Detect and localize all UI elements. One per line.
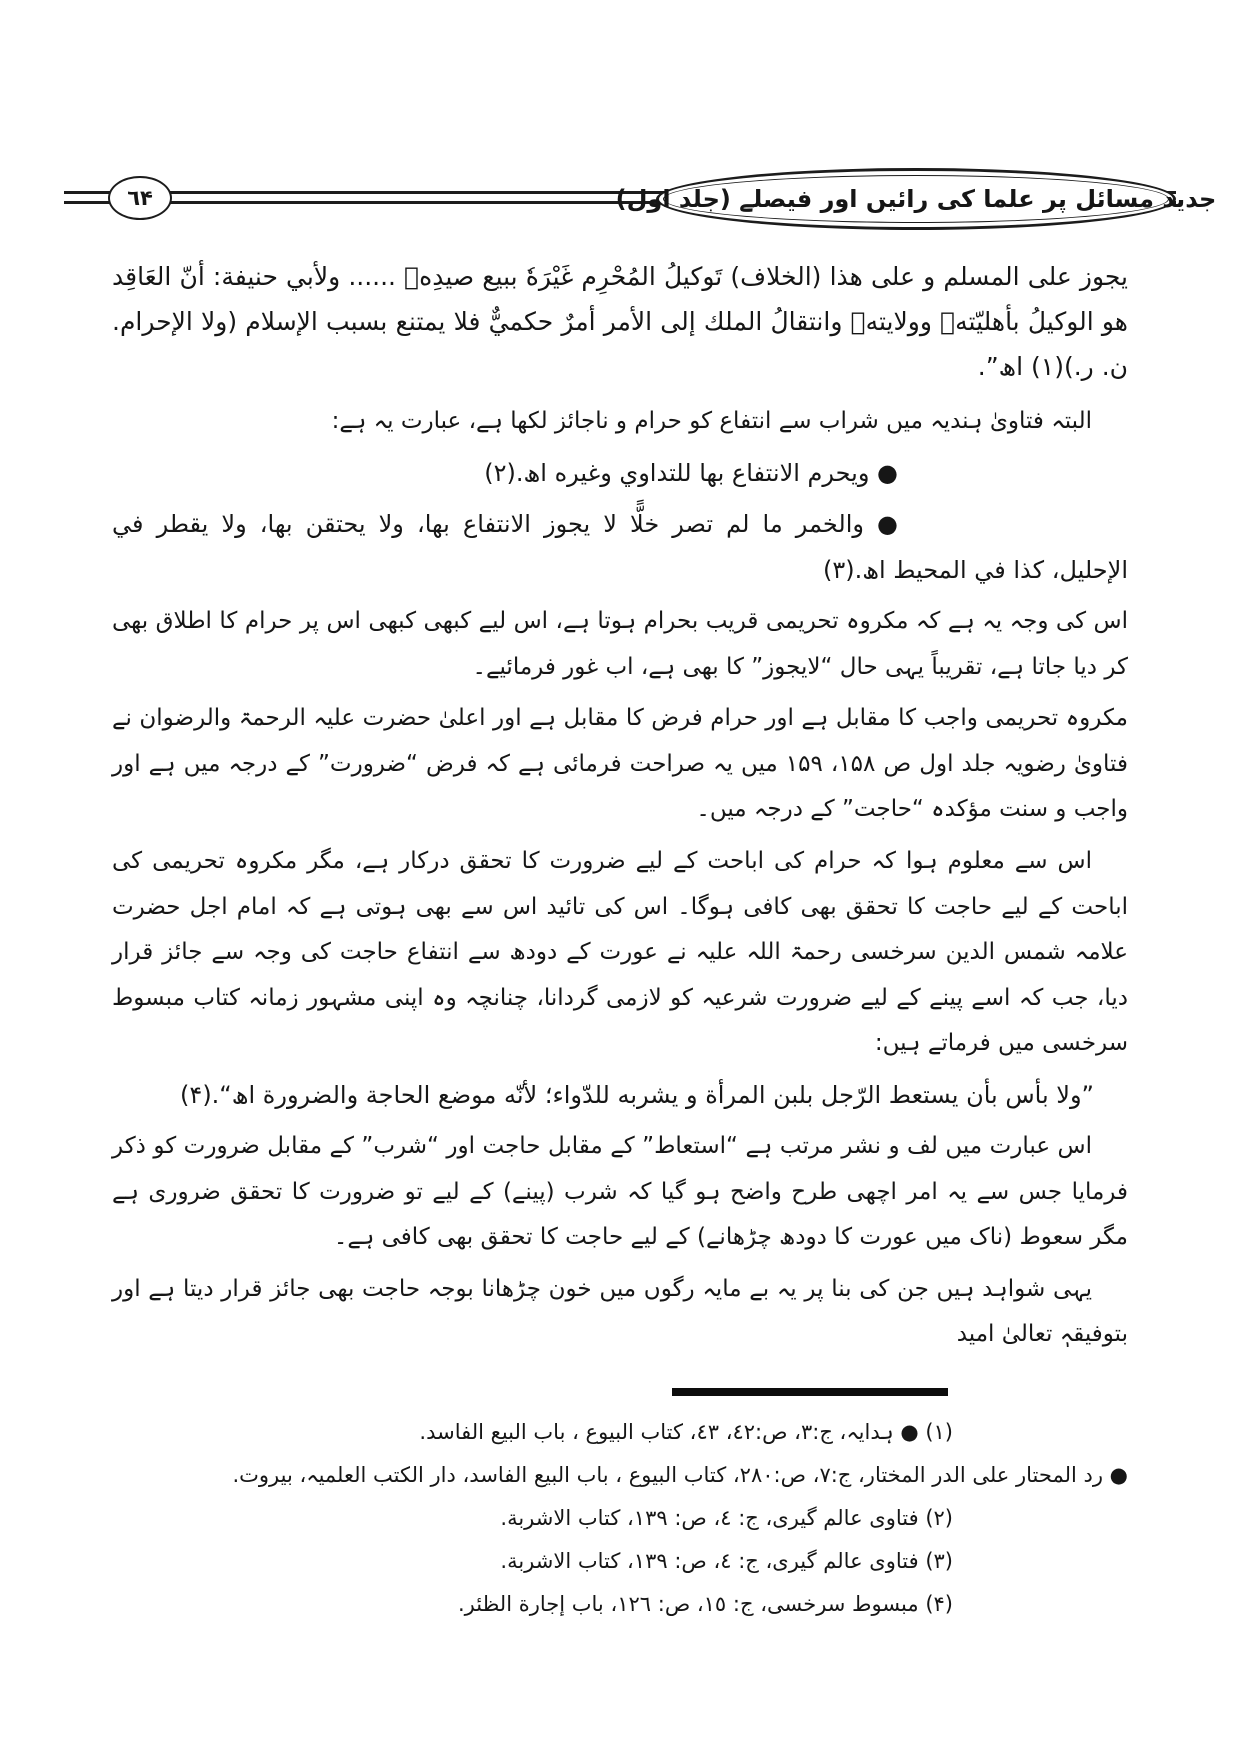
bullet-item-2: ● والخمر ما لم تصر خلًّا لا يجوز الانتفاع بها، ولا يحتقن بها، ولا يقطر في الإحليل، كذا في المحيط اھ.(٣) xyxy=(112,510,1128,584)
intro-line: البتہ فتاویٰ ہندیہ میں شراب سے انتفاع کو حرام و ناجائز لکھا ہے، عبارت یہ ہے: xyxy=(331,408,1092,434)
footnote-separator-bar xyxy=(672,1388,948,1396)
paragraph-makruh: اس کی وجہ یہ ہے کہ مکروہ تحریمی قریب بحرام ہوتا ہے، اس لیے کبھی کبھی اس پر حرام کا اطلاق بھی کر دیا جاتا ہے، تقریباً یہی حال “لایجوز” کا بھی ہے، اب غور فرمائیے۔ xyxy=(112,608,1128,680)
footnote-2: (٢) فتاوی عالم گیری، ج: ٤، ص: ١٣٩، کتاب الاشربة. xyxy=(500,1505,953,1530)
arabic-quote-mabsut: ”ولا بأس بأن يستعط الرّجل بلبن المرأة و يشربه للدّواء؛ لأنّه موضع الحاجة والضرورة اھ“.(۴) xyxy=(180,1080,1094,1109)
paragraph-haajat: اس سے معلوم ہوا کہ حرام کی اباحت کے لیے ضرورت کا تحقق درکار ہے، مگر مکروہ تحریمی کی اباحت کے لیے حاجت کا تحقق بھی کافی ہوگا۔ اس کی تائید اس سے بھی ہوتی ہے کہ امام اجل حضرت علامہ شمس الدین سرخسی رحمۃ اللہ علیہ نے عورت کے دودھ سے انتفاع حاجت کی وجہ سے جائز قرار دیا، جب کہ اسے پینے کے لیے ضرورت شرعیہ کو لازمی گردانا، چنانچہ وہ اپنی مشہور زمانہ کتاب مبسوط سرخسی میں فرماتے ہیں: xyxy=(112,847,1128,1057)
page-body xyxy=(0,254,1240,1358)
page-header xyxy=(64,168,1217,224)
footnote-1b: ● رد المحتار علی الدر المختار، ج:٧، ص:٢٨٠، کتاب البیوع ، باب البیع الفاسد، دار الکتب العلمیہ، بیروت. xyxy=(232,1462,1128,1487)
book-title-cartouche xyxy=(615,168,1217,230)
footnote-3: (٣) فتاوی عالم گیری، ج: ٤، ص: ١٣٩، کتاب الاشربة. xyxy=(500,1548,953,1573)
arabic-passage: يجوز على المسلم و على هذا (الخلاف) تَوكيلُ المُحْرِم غَيْرَهٗ ببيع صيدِهٖ ...... ولأبي حنيفة: أنّ العَاقِد هو الوكيلُ بأهليّتهٖ وولايتهٖ وانتقالُ الملك إلى الأمر أمرٌ حكميٌّ فلا يمتنع بسبب الإسلام (ولا الإحرام. ن. ر.)(١) اھ”. xyxy=(112,262,1128,381)
paragraph-closing: یہی شواہد ہیں جن کی بنا پر یہ بے مایہ رگوں میں خون چڑھانا بوجہ حاجت بھی جائز قرار دیتا ہے اور بتوفیقہٖ تعالیٰ امید xyxy=(112,1275,1128,1348)
paragraph-fard-wajib: مکروہ تحریمی واجب کا مقابل ہے اور حرام فرض کا مقابل ہے اور اعلیٰ حضرت علیہ الرحمۃ والرضوان نے فتاویٰ رضویہ جلد اول ص ۱۵۸، ۱۵۹ میں یہ صراحت فرمائی ہے کہ فرض “ضرورت” کے درجہ میں ہے اور واجب و سنت مؤکدہ “حاجت” کے درجہ میں۔ xyxy=(112,705,1128,823)
page-number-badge: ٦۴ xyxy=(108,176,172,220)
footnote-4: (۴) مبسوط سرخسی، ج: ١٥، ص: ١٢٦، باب إجارة الظئر. xyxy=(457,1591,953,1616)
paragraph-laff-nashr: اس عبارت میں لف و نشر مرتب ہے “استعاط” کے مقابل حاجت اور “شرب” کے مقابل ضرورت کو ذکر فرمایا جس سے یہ امر اچھی طرح واضح ہو گیا کہ شرب (پینے) کے لیے تو ضرورت کا تحقق ضروری ہے مگر سعوط (ناک میں عورت کا دودھ چڑھانے) کے لیے حاجت کا تحقق بھی کافی ہے۔ xyxy=(112,1133,1128,1251)
footnote-1: (١) ● ہدایہ، ج:٣، ص:٤٢، ٤٣، کتاب البیوع ، باب البیع الفاسد. xyxy=(419,1419,953,1444)
footnotes-section xyxy=(0,1388,1240,1625)
book-title: جدید مسائل پر علما کی رائیں اور فیصلے (جلد اول) xyxy=(615,185,1217,213)
bullet-item-1: ● ويحرم الانتفاع بها للتداوي وغيره اھ.(٢) xyxy=(484,458,898,487)
